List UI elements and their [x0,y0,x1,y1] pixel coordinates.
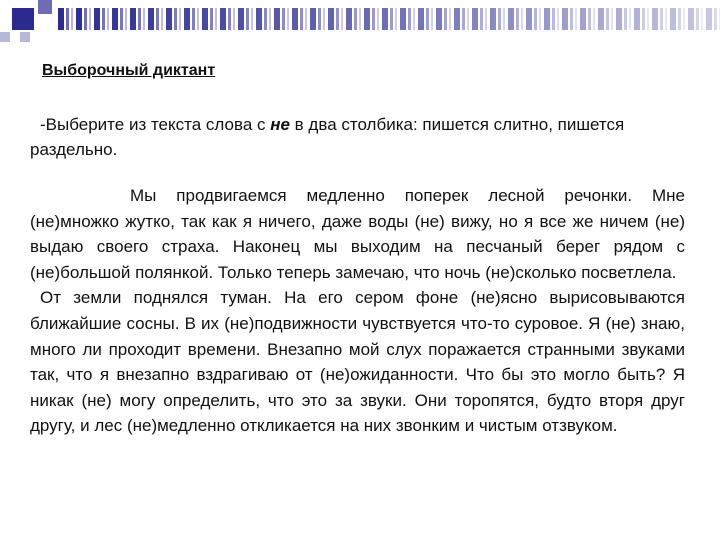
paragraph-1: Мы продвигаемся медленно поперек лесной речонки. Мне (не)множко жутко, так как я ничего, даже воды (не) вижу, но я все же ничем (не) выдаю своего страха. Наконец мы выходим на песчаный берег рядом с (не)большой полянкой. Только теперь замечаю, что ночь (не)сколько посветлела. [30,186,685,282]
deco-square-bottom [20,32,30,42]
paragraph-2: От земли поднялся туман. На его сером фоне (не)ясно вырисовываются ближайшие сосны. В их (не)подвижности чувствуется что-то суровое. Я (не) знаю, много ли проходит времени. Внезапно мой слух поражается странными звуками так, что я внезапно вздрагиваю от (не)ожиданности. Что бы это могло быть? Я никак (не) могу определить, что это за звуки. Они торопятся, будто вторя друг другу, и лес (не)медленно откликается на них звонким и чистым отзвуком. [30,288,685,436]
deco-square-top [38,0,52,14]
instruction-text [30,112,690,162]
dictation-text [30,183,685,439]
deco-square-large [12,8,34,30]
instruction-after: в два столбика: пишется слитно, пишется раздельно. [30,115,625,159]
instruction-before: -Выберите из текста слова с [40,115,271,134]
deco-stripe-fade [58,8,720,30]
page-title: Выборочный диктант [42,62,216,79]
deco-square-left [0,32,10,42]
decorative-header-band [0,0,720,40]
instruction-emphasis: не [270,115,290,134]
